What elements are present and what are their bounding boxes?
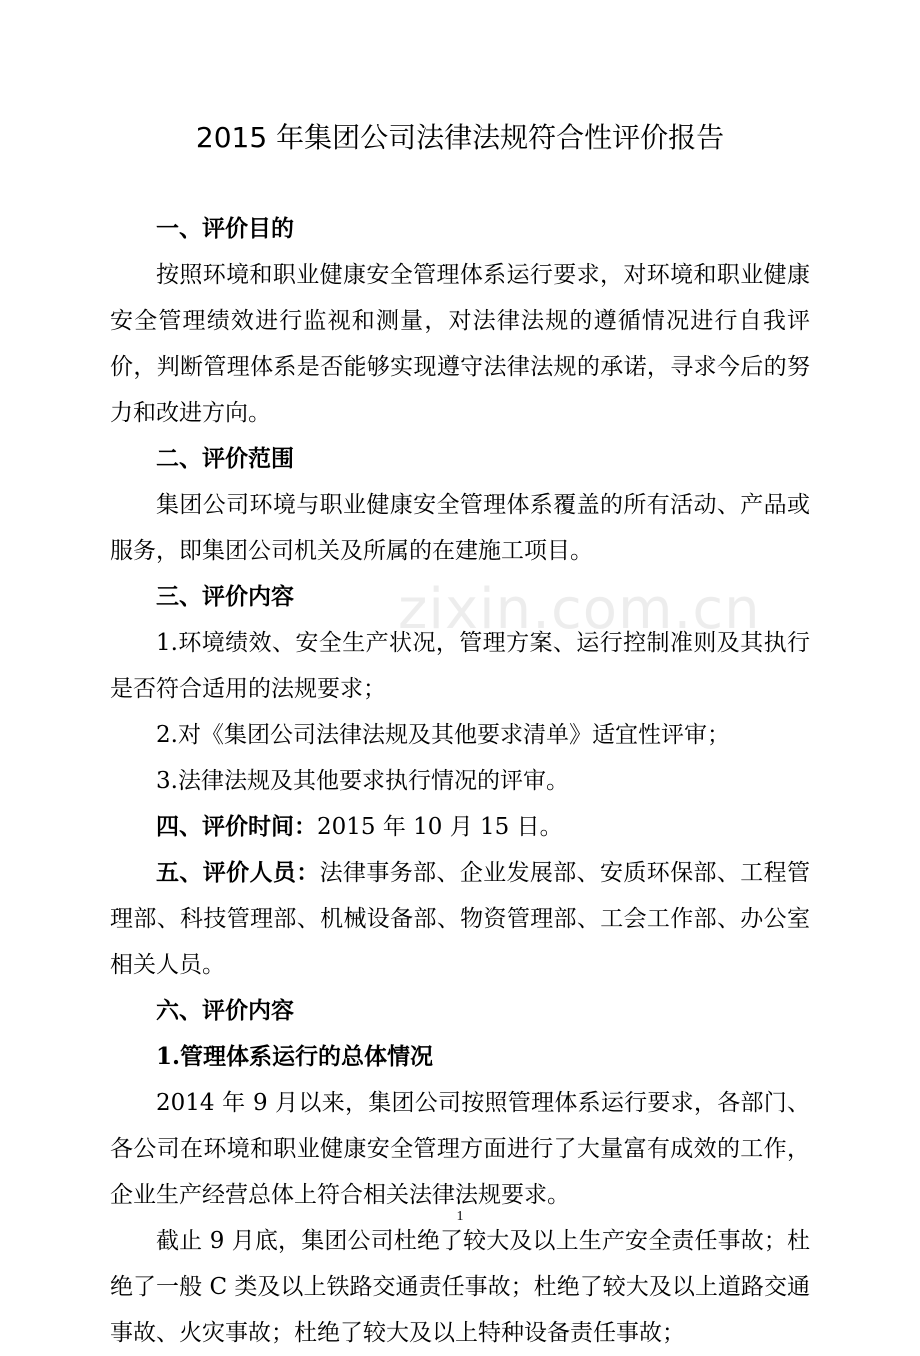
section-body-purpose: 按照环境和职业健康安全管理体系运行要求，对环境和职业健康安全管理绩效进行监视和测量，对法律法规的遵循情况进行自我评价，判断管理体系是否能够实现遵守法律法规的承诺，寻求今后的努力和改进方向。 (110, 262, 810, 426)
evaluation-time-value: 2015 年 10 月 15 日。 (317, 814, 563, 840)
section-body-scope: 集团公司环境与职业健康安全管理体系覆盖的所有活动、产品或服务，即集团公司机关及所属的在建施工项目。 (110, 492, 810, 564)
document-body (110, 206, 810, 1356)
evaluation-personnel-label: 五、评价人员： (156, 859, 320, 886)
evaluation-time-line (110, 804, 810, 850)
content-item-3: 3.法律法规及其他要求执行情况的评审。 (156, 768, 569, 794)
evaluation-personnel-value: 法律事务部、企业发展部、安质环保部、工程管理部、科技管理部、机械设备部、物资管理部、工会工作部、办公室相关人员。 (110, 860, 811, 978)
document-title: 2015 年集团公司法律法规符合性评价报告 (195, 121, 725, 154)
section-heading-evaluation: 六、评价内容 (156, 997, 294, 1024)
section-heading-scope: 二、评价范围 (156, 445, 294, 472)
content-item-1: 1.环境绩效、安全生产状况，管理方案、运行控制准则及其执行是否符合适用的法规要求； (110, 630, 810, 702)
evaluation-paragraph-2: 截止 9 月底，集团公司杜绝了较大及以上生产安全责任事故；杜绝了一般 C 类及以上铁路交通责任事故；杜绝了较大及以上道路交通事故、火灾事故；杜绝了较大及以上特种设备责任事故； (110, 1228, 810, 1346)
subsection-heading-overall: 1.管理体系运行的总体情况 (156, 1043, 434, 1070)
evaluation-personnel-line (110, 850, 810, 988)
evaluation-paragraph-1: 2014 年 9 月以来，集团公司按照管理体系运行要求，各部门、各公司在环境和职业健康安全管理方面进行了大量富有成效的工作，企业生产经营总体上符合相关法律法规要求。 (110, 1090, 810, 1208)
section-heading-content: 三、评价内容 (156, 583, 294, 610)
page-number: 1 (456, 1209, 464, 1224)
content-item-2: 2.对《集团公司法律法规及其他要求清单》适宜性评审； (156, 722, 730, 748)
watermark-text: zixin.com.cn (398, 577, 761, 642)
section-heading-purpose: 一、评价目的 (156, 215, 294, 242)
evaluation-time-label: 四、评价时间： (156, 813, 317, 840)
